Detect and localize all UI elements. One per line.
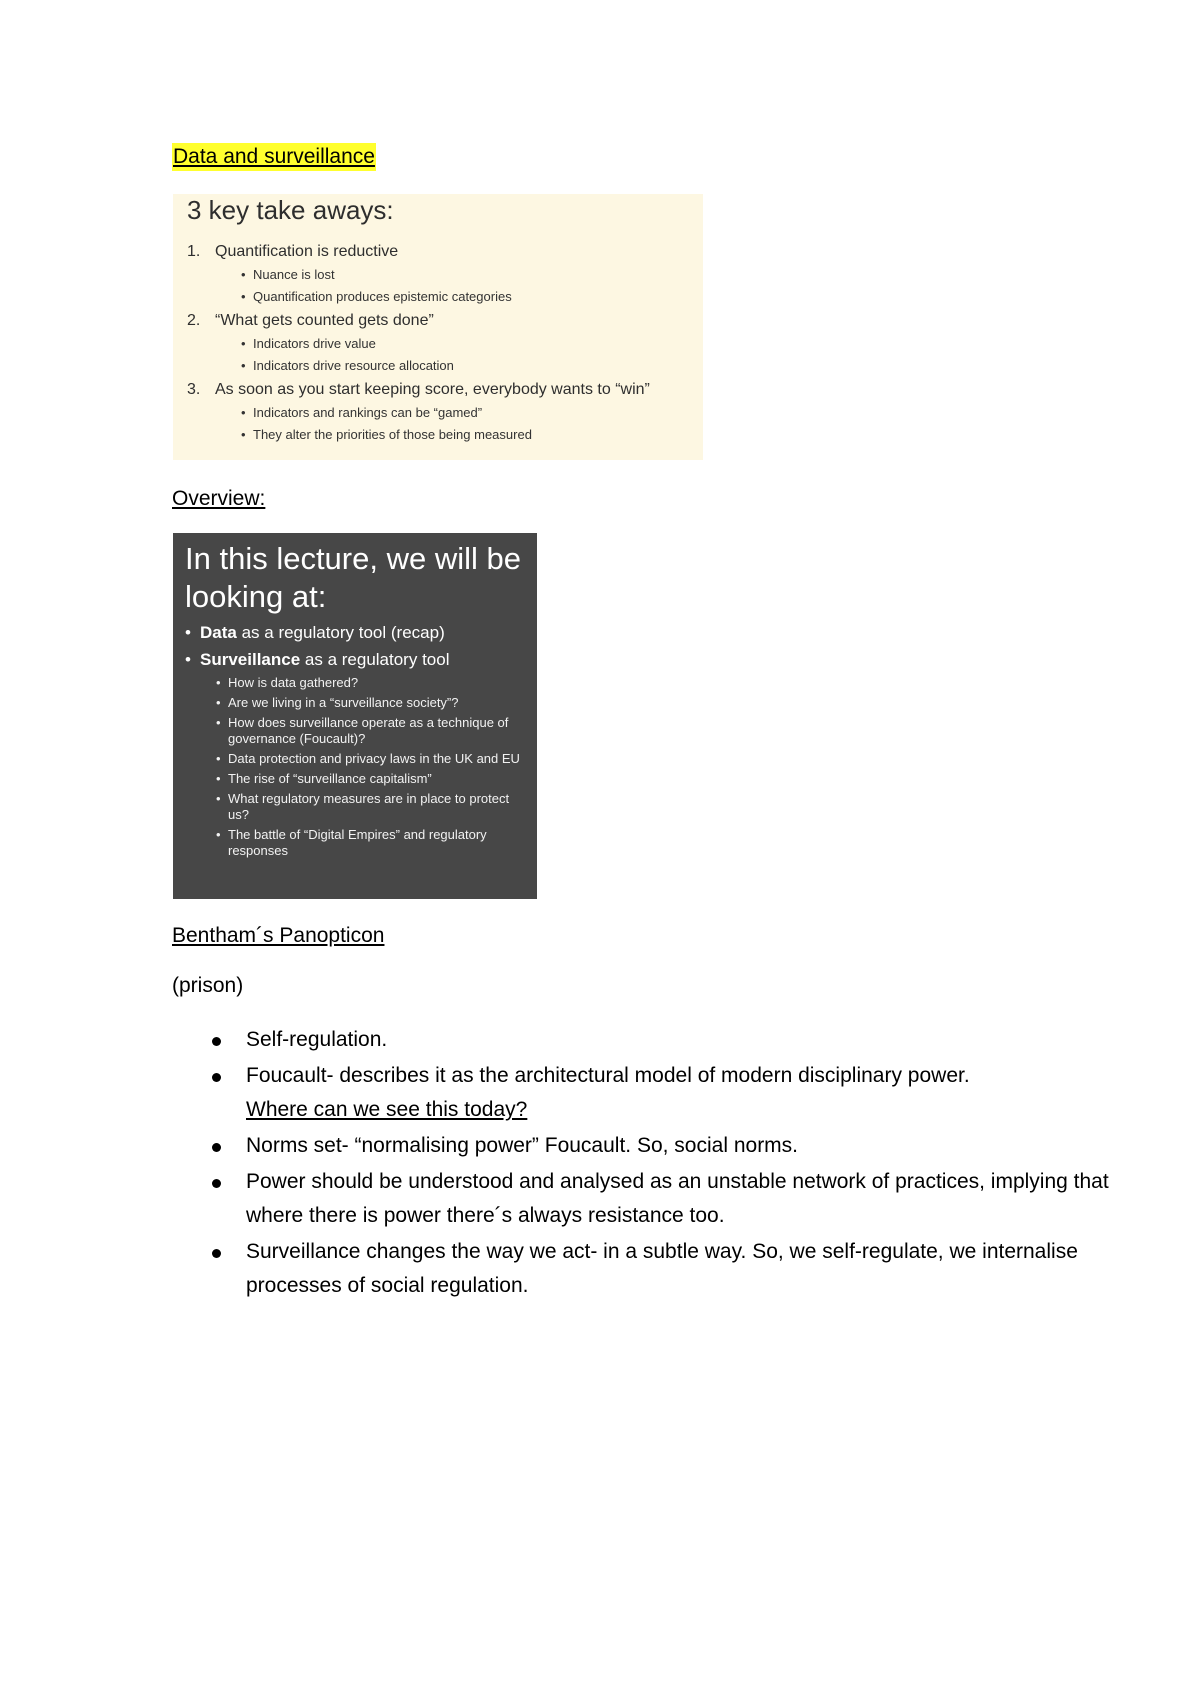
panopticon-subtitle: (prison) <box>172 974 244 997</box>
lecture-topic-bold: Data <box>200 623 237 642</box>
lecture-subtopic: • How does surveillance operate as a technique of governance (Foucault)? <box>200 715 527 747</box>
bullet-item <box>209 1059 1109 1127</box>
takeaway-number: 1. <box>187 243 201 260</box>
takeaway-subitem: • Indicators drive resource allocation <box>215 355 703 377</box>
takeaways-list <box>187 242 703 446</box>
lecture-topic <box>185 619 527 646</box>
lecture-overview-slide <box>173 533 537 899</box>
takeaway-number: 3. <box>187 381 201 398</box>
lecture-subtopics-list <box>200 675 527 859</box>
bullet-item: Norms set- “normalising power” Foucault. So, social norms. <box>209 1129 1109 1163</box>
takeaway-sublist <box>215 264 703 308</box>
lecture-topic-rest: as a regulatory tool <box>300 650 450 669</box>
overview-heading: Overview: <box>172 487 266 510</box>
lecture-topic-bold: Surveillance <box>200 650 301 669</box>
lecture-topic <box>185 646 527 859</box>
takeaway-sublist <box>215 402 703 446</box>
lecture-subtopic: • How is data gathered? <box>200 675 527 691</box>
lecture-subtopic: • The rise of “surveillance capitalism” <box>200 771 527 787</box>
panopticon-bullets <box>209 1023 1109 1305</box>
takeaway-item <box>187 311 703 377</box>
bullet-item: Power should be understood and analysed as an unstable network of practices, implying that where there is power there´s always resistance too. <box>209 1165 1109 1233</box>
takeaway-subitem: • Quantification produces epistemic categories <box>215 286 703 308</box>
lecture-subtopic: • What regulatory measures are in place to protect us? <box>200 791 527 823</box>
takeaway-subitem: • Indicators and rankings can be “gamed” <box>215 402 703 424</box>
takeaway-text: Quantification is reductive <box>215 243 399 260</box>
takeaway-number: 2. <box>187 312 201 329</box>
takeaway-text: “What gets counted gets done” <box>215 312 434 329</box>
bullet-item: Surveillance changes the way we act- in a subtle way. So, we self-regulate, we internalise processes of social regulation. <box>209 1235 1109 1303</box>
takeaways-heading: 3 key take aways: <box>187 195 394 225</box>
bullet-item: Self-regulation. <box>209 1023 1109 1057</box>
panopticon-heading: Bentham´s Panopticon <box>172 924 385 947</box>
lecture-topics-list <box>185 619 527 859</box>
takeaway-item <box>187 380 703 446</box>
lecture-subtopic: • Are we living in a “surveillance society”? <box>200 695 527 711</box>
takeaway-subitem: • They alter the priorities of those being measured <box>215 424 703 446</box>
lecture-subtopic: • The battle of “Digital Empires” and regulatory responses <box>200 827 527 859</box>
takeaway-subitem: • Nuance is lost <box>215 264 703 286</box>
takeaway-text: As soon as you start keeping score, everybody wants to “win” <box>215 381 650 398</box>
lecture-topic-rest: as a regulatory tool (recap) <box>236 623 445 642</box>
bullet-text: Foucault- describes it as the architectural model of modern disciplinary power. <box>246 1064 970 1087</box>
takeaway-sublist <box>215 333 703 377</box>
lecture-slide-heading: In this lecture, we will be looking at: <box>185 541 521 614</box>
key-takeaways-slide <box>173 194 703 460</box>
takeaway-item <box>187 242 703 308</box>
takeaway-subitem: • Indicators drive value <box>215 333 703 355</box>
lecture-subtopic: • Data protection and privacy laws in the UK and EU <box>200 751 527 767</box>
document-title: Data and surveillance <box>172 143 376 171</box>
sub-question: Where can we see this today? <box>246 1098 528 1121</box>
